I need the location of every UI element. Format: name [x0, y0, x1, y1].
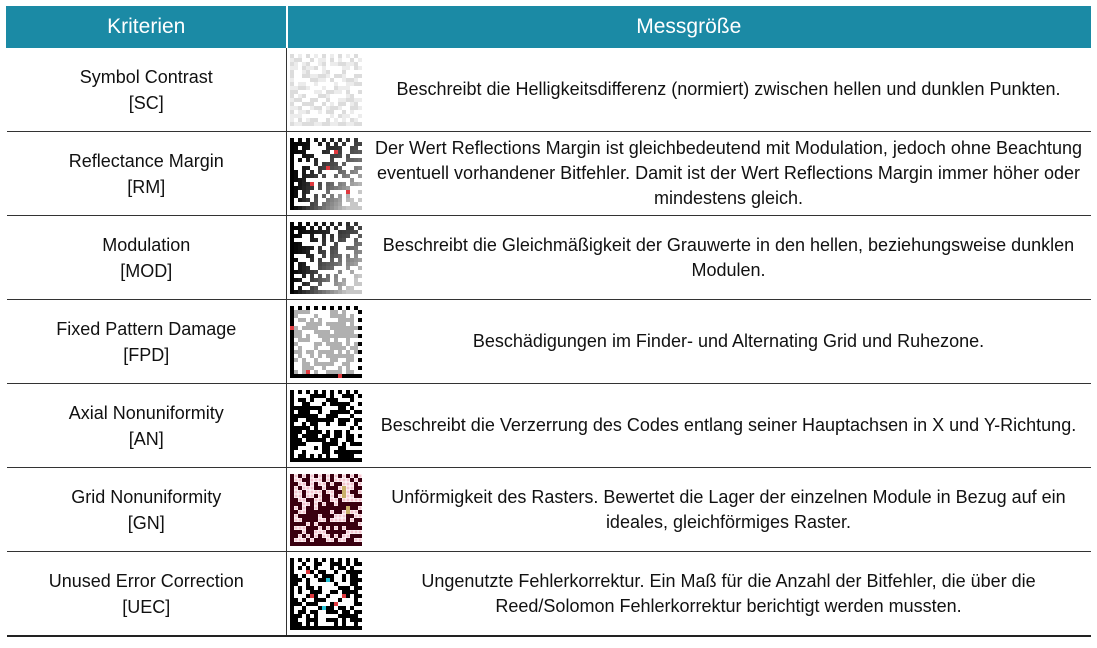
criteria-name: Symbol Contrast — [79, 66, 213, 87]
example-image-cell — [287, 552, 367, 637]
description-cell: Beschreibt die Helligkeitsdifferenz (normiert) zwischen hellen und dunklen Punkten. — [367, 48, 1091, 132]
criteria-cell — [7, 300, 287, 384]
criteria-cell — [7, 552, 287, 637]
table-row — [7, 384, 1091, 468]
criteria-name: Fixed Pattern Damage — [56, 318, 237, 339]
criteria-abbr: [RM] — [127, 176, 166, 197]
criteria-name: Unused Error Correction — [48, 570, 244, 591]
example-image-cell — [287, 300, 367, 384]
description-cell: Ungenutzte Fehlerkorrektur. Ein Maß für die Anzahl der Bitfehler, die über die Reed/Solomon Fehlerkorrektur berichtigt werden mussten. — [367, 552, 1091, 637]
criteria-abbr: [UEC] — [122, 596, 171, 617]
criteria-table-wrapper — [6, 6, 1090, 637]
table-row — [7, 300, 1091, 384]
criteria-cell — [7, 384, 287, 468]
criteria-abbr: [GN] — [127, 512, 165, 533]
criteria-abbr: [FPD] — [123, 344, 170, 365]
criteria-name: Grid Nonuniformity — [71, 486, 222, 507]
table-row — [7, 468, 1091, 552]
datamatrix-gradient-icon — [290, 222, 362, 294]
header-criteria: Kriterien — [7, 7, 287, 48]
example-image-cell — [287, 468, 367, 552]
criteria-abbr: [SC] — [128, 92, 164, 113]
datamatrix-grid-icon — [290, 474, 362, 546]
table-row — [7, 552, 1091, 637]
example-image-cell — [287, 48, 367, 132]
criteria-cell — [7, 48, 287, 132]
description-cell: Beschreibt die Gleichmäßigkeit der Grauwerte in den hellen, beziehungsweise dunklen Modulen. — [367, 216, 1091, 300]
criteria-abbr: [MOD] — [120, 260, 173, 281]
criteria-cell — [7, 216, 287, 300]
datamatrix-errors-icon — [290, 558, 362, 630]
description-cell: Beschreibt die Verzerrung des Codes entlang seiner Hauptachsen in X und Y-Richtung. — [367, 384, 1091, 468]
description-cell: Der Wert Reflections Margin ist gleichbedeutend mit Modulation, jedoch ohne Beachtung eventuell vorhandener Bitfehler. Damit ist der Wert Reflections Margin immer höher oder mindestens gleich. — [367, 132, 1091, 216]
datamatrix-finder-icon — [290, 306, 362, 378]
table-row — [7, 48, 1091, 132]
datamatrix-faded-icon — [290, 54, 362, 126]
example-image-cell — [287, 384, 367, 468]
header-row — [7, 7, 1091, 48]
table-row — [7, 216, 1091, 300]
description-cell: Beschädigungen im Finder- und Alternating Grid und Ruhezone. — [367, 300, 1091, 384]
datamatrix-stretched-icon — [290, 390, 362, 462]
header-measure: Messgröße — [287, 7, 1091, 48]
criteria-cell — [7, 132, 287, 216]
datamatrix-gradient-errors-icon — [290, 138, 362, 210]
criteria-name: Axial Nonuniformity — [68, 402, 224, 423]
example-image-cell — [287, 216, 367, 300]
criteria-table — [6, 6, 1091, 637]
criteria-name: Modulation — [102, 234, 191, 255]
criteria-abbr: [AN] — [128, 428, 164, 449]
description-cell: Unförmigkeit des Rasters. Bewertet die Lager der einzelnen Module in Bezug auf ein ideales, gleichförmiges Raster. — [367, 468, 1091, 552]
criteria-cell — [7, 468, 287, 552]
table-row — [7, 132, 1091, 216]
example-image-cell — [287, 132, 367, 216]
criteria-name: Reflectance Margin — [68, 150, 224, 171]
